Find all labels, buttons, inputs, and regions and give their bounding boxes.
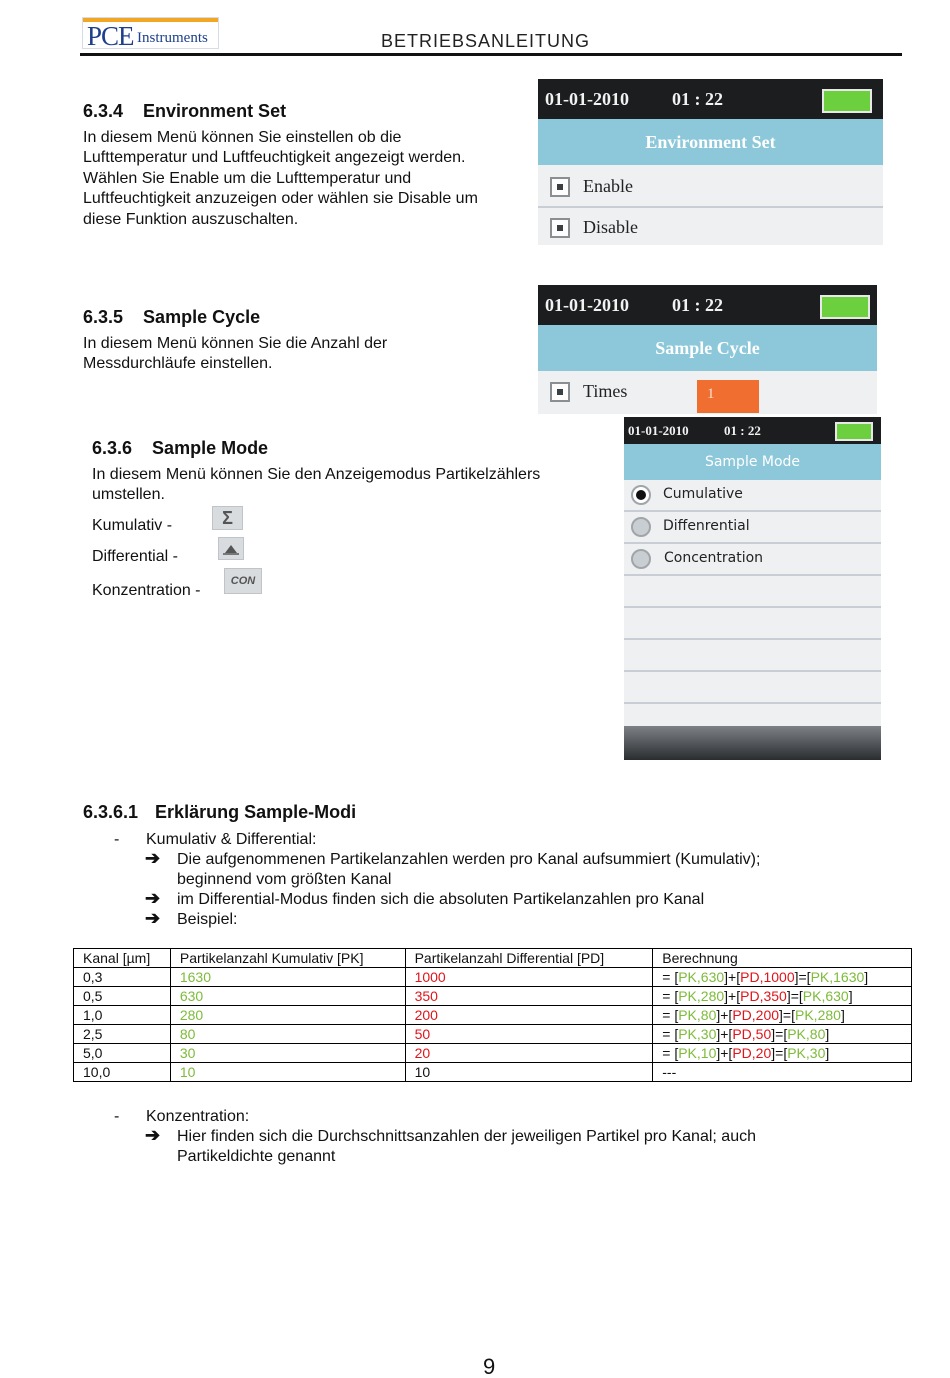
calc-part: PK,630 xyxy=(802,988,849,1004)
calc-part: ]+[ xyxy=(724,969,741,985)
option-label: Disable xyxy=(583,217,638,237)
calc-part: = [ xyxy=(662,1007,679,1023)
table-cell-calculation xyxy=(653,1063,912,1082)
calc-part: PD,200 xyxy=(732,1007,780,1023)
status-bar xyxy=(624,417,881,444)
calc-part: PK,80 xyxy=(678,1007,717,1023)
table-cell: 2,5 xyxy=(74,1025,171,1044)
text-line: Messdurchläufe einstellen. xyxy=(83,355,273,373)
calc-part: ] xyxy=(848,988,853,1004)
table-cell: 50 xyxy=(405,1025,653,1044)
table-cell-calculation xyxy=(653,968,912,987)
table-cell-calculation xyxy=(653,987,912,1006)
calc-part: ]+[ xyxy=(716,1045,733,1061)
times-value-field[interactable]: 1 xyxy=(697,380,759,413)
calc-part: PD,20 xyxy=(732,1045,772,1061)
screen-title: Environment Set xyxy=(538,119,883,165)
checkbox-icon xyxy=(550,177,570,197)
status-time: 01 : 22 xyxy=(672,295,723,315)
mode-label-differential: Differential - xyxy=(92,548,178,565)
section-number: 6.3.6.1 xyxy=(83,802,139,822)
calc-part: PK,80 xyxy=(787,1026,826,1042)
table-cell-calculation xyxy=(653,1044,912,1063)
section-text-634 xyxy=(83,128,478,230)
table-row xyxy=(74,1044,912,1063)
column-header: Partikelanzahl Kumulativ [PK] xyxy=(170,949,405,968)
calc-part: ]=[ xyxy=(786,988,803,1004)
logo-instruments-text: Instruments xyxy=(137,30,208,46)
table-cell: 1000 xyxy=(405,968,653,987)
table-cell: 5,0 xyxy=(74,1044,171,1063)
empty-row xyxy=(624,672,881,704)
column-header: Kanal [µm] xyxy=(74,949,171,968)
section-heading-635 xyxy=(83,307,260,328)
calc-part: ]+[ xyxy=(716,1007,733,1023)
calc-part: ] xyxy=(840,1007,845,1023)
section-heading-6361 xyxy=(83,802,356,823)
table-row xyxy=(74,1063,912,1082)
calc-part: ]+[ xyxy=(716,1026,733,1042)
section-title: Sample Mode xyxy=(152,438,269,458)
calc-part: ]=[ xyxy=(771,1045,788,1061)
table-row xyxy=(74,1025,912,1044)
text-line: Lufttemperatur und Luftfeuchtigkeit angezeigt werden. xyxy=(83,149,466,167)
battery-icon xyxy=(820,295,870,319)
empty-row xyxy=(624,704,881,726)
status-date: 01-01-2010 xyxy=(628,423,689,438)
empty-row xyxy=(624,576,881,608)
page-number: 9 xyxy=(483,1354,496,1378)
checkbox-icon xyxy=(550,382,570,402)
calc-part: = [ xyxy=(662,1026,679,1042)
section-heading-634 xyxy=(83,101,286,122)
calc-part: = [ xyxy=(662,969,679,985)
table-cell: 630 xyxy=(170,987,405,1006)
calc-part: PK,10 xyxy=(678,1045,717,1061)
checkbox-icon xyxy=(550,218,570,238)
section-number: 6.3.5 xyxy=(83,307,124,327)
calc-part: ]=[ xyxy=(779,1007,795,1023)
section-title: Sample Cycle xyxy=(143,307,261,327)
calc-part: PK,280 xyxy=(678,988,725,1004)
document-title: BETRIEBSANLEITUNG xyxy=(381,31,591,51)
option-label: Diffenrential xyxy=(663,518,750,534)
table-cell: 0,5 xyxy=(74,987,171,1006)
mode-label-konzentration: Konzentration - xyxy=(92,582,201,599)
arrow-text: im Differential-Modus finden sich die absoluten Partikelanzahlen pro Kanal xyxy=(177,891,705,908)
arrow-text: beginnend vom größten Kanal xyxy=(177,871,392,888)
option-times[interactable] xyxy=(538,371,877,414)
table-cell: 1,0 xyxy=(74,1006,171,1025)
status-bar xyxy=(538,79,883,119)
calc-part: = [ xyxy=(662,988,679,1004)
option-label: Enable xyxy=(583,176,633,196)
empty-row xyxy=(624,608,881,640)
section-heading-636 xyxy=(92,438,268,459)
table-cell-calculation xyxy=(653,1025,912,1044)
table-cell: 10 xyxy=(170,1063,405,1082)
arrow-text: Die aufgenommenen Partikelanzahlen werden pro Kanal aufsummiert (Kumulativ); xyxy=(177,851,761,868)
status-bar xyxy=(538,285,877,325)
radio-unselected-icon xyxy=(631,549,651,569)
text-line: In diesem Menü können Sie einstellen ob die xyxy=(83,129,402,146)
table-cell: 0,3 xyxy=(74,968,171,987)
table-cell: 10,0 xyxy=(74,1063,171,1082)
calc-part: PD,350 xyxy=(740,988,787,1004)
screen-environment-set xyxy=(538,79,883,245)
bullet-text: Konzentration: xyxy=(146,1108,250,1125)
table-row xyxy=(74,968,912,987)
arrow-text: Beispiel: xyxy=(177,911,238,928)
bullet-dash: - xyxy=(114,1108,120,1125)
table-cell: 20 xyxy=(405,1044,653,1063)
screen-sample-cycle xyxy=(538,285,877,414)
text-line: In diesem Menü können Sie die Anzahl der xyxy=(83,335,388,352)
text-line: In diesem Menü können Sie den Anzeigemodus Partikelzählers xyxy=(92,466,541,483)
table-cell: 10 xyxy=(405,1063,653,1082)
screen-sample-mode xyxy=(624,417,881,760)
bullet-text: Kumulativ & Differential: xyxy=(146,831,317,848)
table-header-row xyxy=(74,949,912,968)
battery-icon xyxy=(822,89,872,113)
mode-label-kumulativ: Kumulativ - xyxy=(92,517,173,534)
logo-pce-text: PCE xyxy=(87,21,134,51)
section-text-635 xyxy=(83,334,387,375)
option-differential[interactable] xyxy=(624,512,881,544)
calc-part: PD,50 xyxy=(732,1026,772,1042)
arrow-right-icon: ➔ xyxy=(145,848,161,868)
column-header: Berechnung xyxy=(653,949,912,968)
text-line: diese Funktion auszuschalten. xyxy=(83,210,299,228)
table-cell: 1630 xyxy=(170,968,405,987)
arrow-right-icon: ➔ xyxy=(145,888,161,908)
calc-part: ]+[ xyxy=(724,988,741,1004)
header-rule xyxy=(80,53,902,56)
arrow-right-icon: ➔ xyxy=(145,908,161,928)
text-line: Luftfeuchtigkeit anzuzeigen oder wählen sie Disable um xyxy=(83,190,478,208)
calc-part: ] xyxy=(825,1026,830,1042)
empty-row xyxy=(624,640,881,672)
calc-part: PK,630 xyxy=(678,969,725,985)
status-time: 01 : 22 xyxy=(672,89,723,109)
calc-part: ] xyxy=(864,969,869,985)
column-header: Partikelanzahl Differential [PD] xyxy=(405,949,653,968)
option-cumulative[interactable] xyxy=(624,480,881,512)
calc-part: PK,30 xyxy=(678,1026,717,1042)
calc-part: = [ xyxy=(662,1045,679,1061)
calc-part: PD,1000 xyxy=(740,969,795,985)
section-number: 6.3.6 xyxy=(92,438,133,458)
table-cell: 30 xyxy=(170,1044,405,1063)
section-title: Environment Set xyxy=(143,101,287,121)
radio-selected-icon xyxy=(631,485,651,505)
triangle-icon xyxy=(218,537,244,560)
radio-unselected-icon xyxy=(631,517,651,537)
option-concentration[interactable] xyxy=(624,544,881,576)
calc-part: PK,280 xyxy=(795,1007,841,1023)
table-cell: 80 xyxy=(170,1025,405,1044)
screen-title: Sample Mode xyxy=(624,444,881,480)
calc-part: ]=[ xyxy=(794,969,811,985)
calc-part: ]=[ xyxy=(771,1026,788,1042)
section-title: Erklärung Sample-Modi xyxy=(155,802,357,822)
option-enable[interactable] xyxy=(538,165,883,208)
table-cell: 200 xyxy=(405,1006,653,1025)
arrow-text: Partikeldichte genannt xyxy=(177,1148,336,1165)
calc-part: --- xyxy=(662,1064,677,1080)
option-disable[interactable] xyxy=(538,208,883,245)
bottom-bar xyxy=(624,726,881,760)
status-time: 01 : 22 xyxy=(724,423,761,438)
battery-icon xyxy=(835,422,873,441)
table-row xyxy=(74,987,912,1006)
text-line: umstellen. xyxy=(92,486,165,504)
calc-part: PK,30 xyxy=(787,1045,826,1061)
table-cell-calculation xyxy=(653,1006,912,1025)
status-date: 01-01-2010 xyxy=(545,89,629,109)
section-number: 6.3.4 xyxy=(83,101,124,121)
option-label: Cumulative xyxy=(663,486,743,502)
section-text-636 xyxy=(92,465,540,506)
table-body xyxy=(74,968,912,1082)
option-label: Concentration xyxy=(664,550,764,566)
concentration-icon: CON xyxy=(224,568,262,594)
calc-part: PK,1630 xyxy=(810,969,865,985)
arrow-right-icon: ➔ xyxy=(145,1125,161,1145)
table-cell: 280 xyxy=(170,1006,405,1025)
table-row xyxy=(74,1006,912,1025)
status-date: 01-01-2010 xyxy=(545,295,629,315)
screen-title: Sample Cycle xyxy=(538,325,877,371)
calc-part: ] xyxy=(825,1045,830,1061)
text-line: Wählen Sie Enable um die Lufttemperatur und xyxy=(83,169,412,187)
table-cell: 350 xyxy=(405,987,653,1006)
bullet-dash: - xyxy=(114,831,120,848)
arrow-text: Hier finden sich die Durchschnittsanzahlen der jeweiligen Partikel pro Kanal; auch xyxy=(177,1128,756,1145)
option-label: Times xyxy=(583,381,628,401)
sigma-icon: Σ xyxy=(212,506,243,530)
pce-logo xyxy=(82,17,219,49)
example-table xyxy=(73,948,912,1082)
